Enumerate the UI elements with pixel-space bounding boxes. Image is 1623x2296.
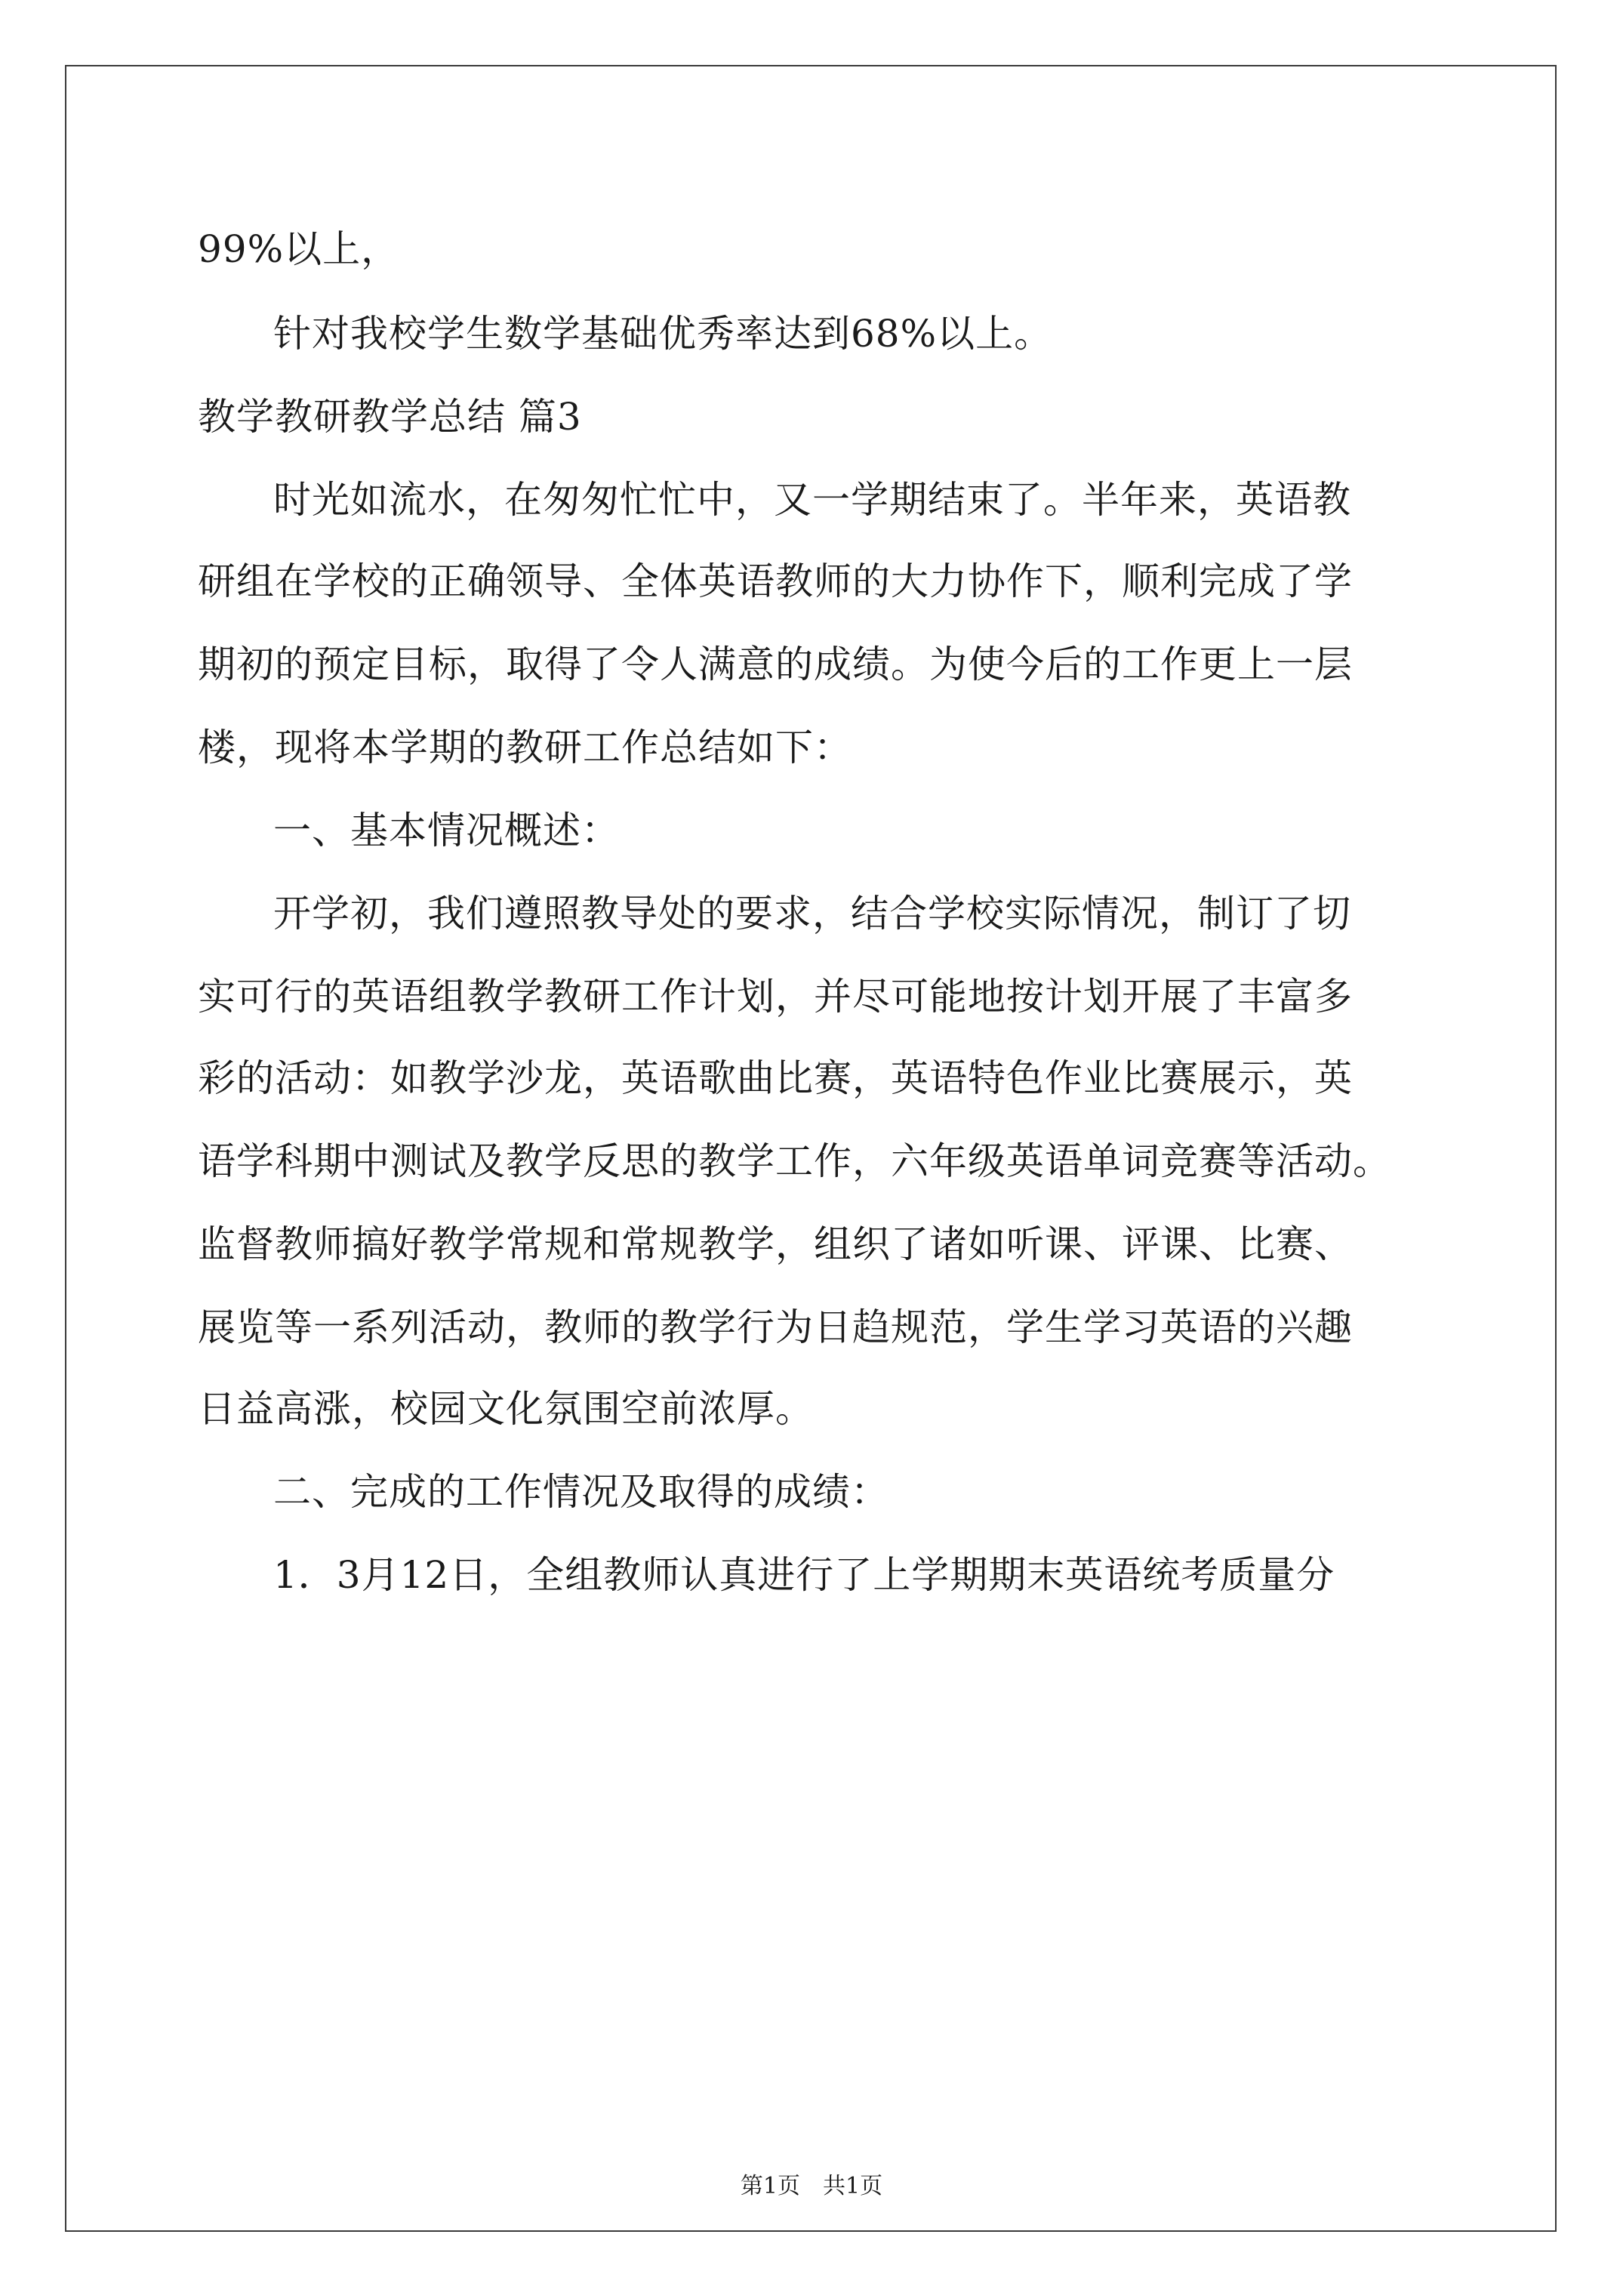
page-footer xyxy=(0,2173,1623,2200)
text-line-2: 针对我校学生数学基础优秀率达到68%以上。 xyxy=(273,312,1053,356)
text-line-11: 彩的活动：如教学沙龙，英语歌曲比赛，英语特色作业比赛展示，英 xyxy=(198,1056,1353,1100)
text-line-1: 99%以上， xyxy=(198,227,400,271)
section-heading: 教学教研教学总结 篇3 xyxy=(198,395,582,439)
text-line-9: 开学初，我们遵照教导处的要求，结合学校实际情况，制订了切 xyxy=(273,892,1351,935)
text-line-5: 研组在学校的正确领导、全体英语教师的大力协作下，顺利完成了学 xyxy=(198,559,1353,603)
text-line-6: 期初的预定目标，取得了令人满意的成绩。为使今后的工作更上一层 xyxy=(198,643,1353,686)
subheading-2: 二、完成的工作情况及取得的成绩： xyxy=(273,1470,889,1514)
page-total: 共1页 xyxy=(823,2173,883,2199)
page-number: 第1页 xyxy=(740,2173,800,2199)
text-line-7: 楼，现将本学期的教研工作总结如下： xyxy=(198,726,852,769)
text-line-4: 时光如流水，在匆匆忙忙中，又一学期结束了。半年来，英语教 xyxy=(273,478,1351,522)
text-line-14: 展览等一系列活动，教师的教学行为日趋规范，学生学习英语的兴趣 xyxy=(198,1305,1353,1349)
text-line-17: 1．3月12日，全组教师认真进行了上学期期末英语统考质量分 xyxy=(273,1553,1335,1597)
text-line-12: 语学科期中测试及教学反思的教学工作，六年级英语单词竞赛等活动。 xyxy=(198,1139,1391,1183)
text-line-13: 监督教师搞好教学常规和常规教学，组织了诸如听课、评课、比赛、 xyxy=(198,1222,1353,1266)
subheading-1: 一、基本情况概述： xyxy=(273,809,620,852)
text-line-15: 日益高涨，校园文化氛围空前浓厚。 xyxy=(198,1387,814,1431)
text-line-10: 实可行的英语组教学教研工作计划，并尽可能地按计划开展了丰富多 xyxy=(198,975,1353,1019)
